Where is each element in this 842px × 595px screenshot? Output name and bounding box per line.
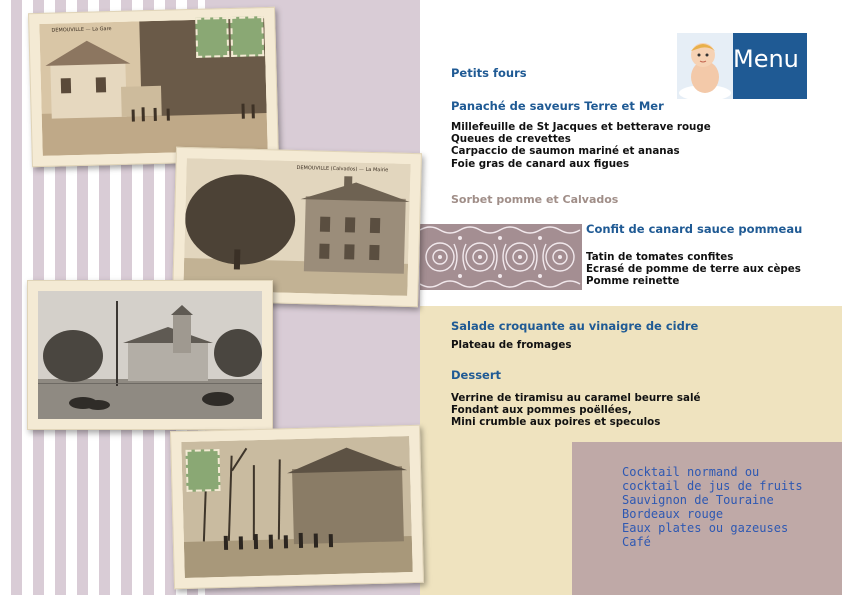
stamp-icon (230, 16, 264, 57)
stamp (195, 16, 264, 58)
confit-item: Pomme reinette (586, 275, 680, 287)
dessert-item: Mini crumble aux poires et speculos (451, 416, 661, 428)
drink-item: Bordeaux rouge (622, 507, 724, 521)
confit-item: Tatin de tomates confites (586, 251, 734, 263)
fromage-item: Plateau de fromages (451, 339, 572, 351)
drink-item: cocktail de jus de fruits (622, 479, 803, 493)
course-dessert-title: Dessert (451, 368, 502, 382)
dessert-item: Fondant aux pommes poëllées, (451, 404, 632, 416)
panache-item: Queues de crevettes (451, 133, 571, 145)
confit-item: Ecrasé de pomme de terre aux cèpes (586, 263, 801, 275)
postcard-station (28, 7, 279, 167)
postcard-caption: DEMOUVILLE — La Gare (51, 26, 112, 34)
menu-badge (677, 33, 807, 99)
stamp-icon (185, 449, 220, 492)
drink-item: Cocktail normand ou (622, 465, 760, 479)
baby-illustration (677, 33, 733, 99)
postcard-village (170, 425, 424, 589)
stamp-icon (195, 17, 229, 58)
dessert-item: Verrine de tiramisu au caramel beurre salé (451, 392, 701, 404)
drink-item: Café (622, 535, 651, 549)
lace-strip (420, 224, 582, 290)
drink-item: Eaux plates ou gazeuses (622, 521, 789, 535)
mairie-photo (183, 158, 410, 296)
drink-item: Sauvignon de Touraine (622, 493, 774, 507)
panache-item: Carpaccio de saumon mariné et ananas (451, 145, 680, 157)
postcard-caption: DEMOUVILLE (Calvados) — La Mairie (296, 164, 389, 174)
course-sorbet: Sorbet pomme et Calvados (451, 193, 619, 206)
menu-title: Menu (733, 45, 799, 73)
church-photo (38, 291, 262, 419)
course-panache-title: Panaché de saveurs Terre et Mer (451, 99, 664, 113)
course-petits-fours: Petits fours (451, 66, 527, 80)
course-salade-title: Salade croquante au vinaigre de cidre (451, 319, 699, 333)
course-confit-title: Confit de canard sauce pommeau (586, 222, 803, 236)
panache-item: Millefeuille de St Jacques et betterave rouge (451, 121, 711, 133)
panache-item: Foie gras de canard aux figues (451, 158, 630, 170)
postcard-church (27, 280, 273, 430)
